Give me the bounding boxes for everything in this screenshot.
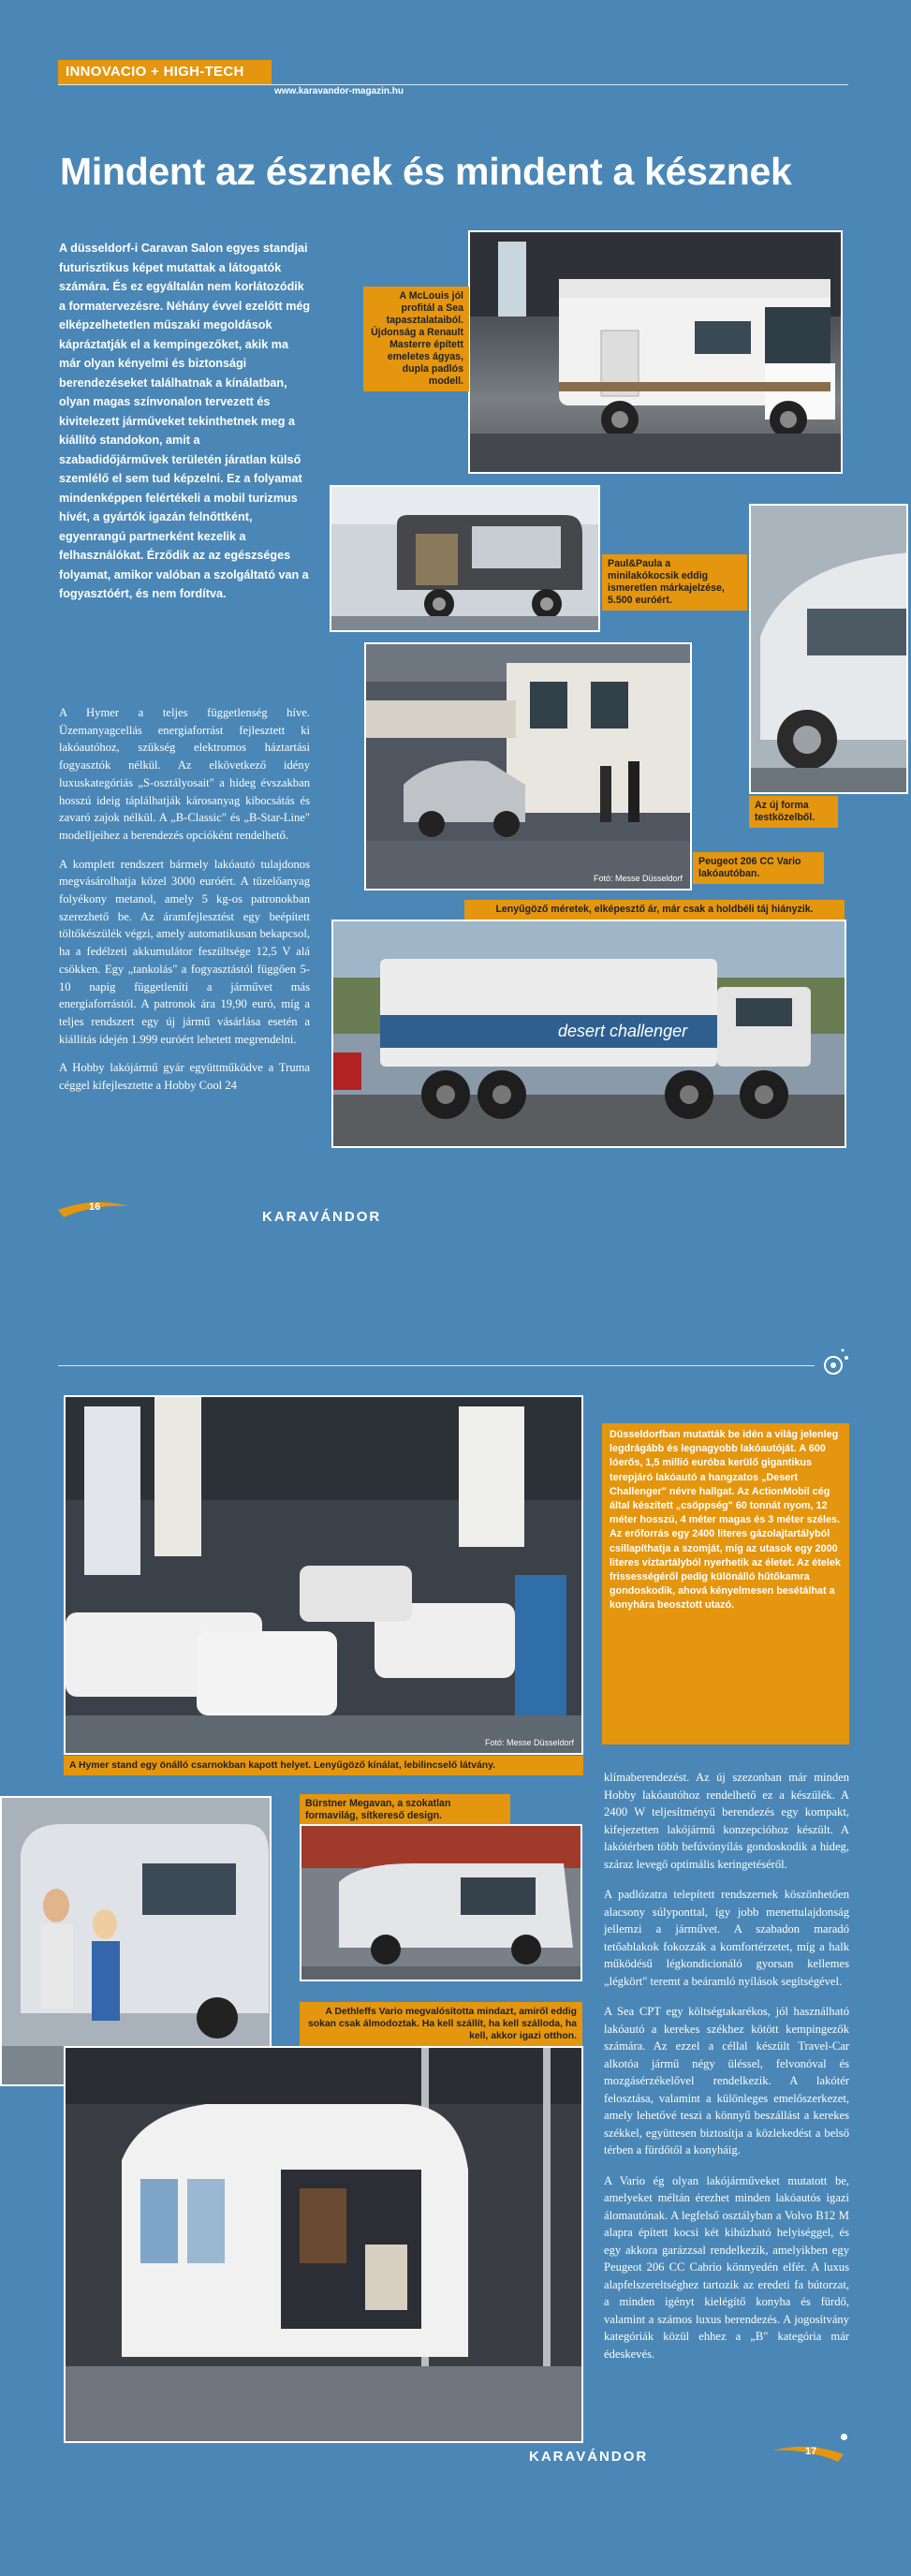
vehicle-front-illustration bbox=[751, 506, 908, 794]
mclouis-photo bbox=[468, 230, 843, 474]
mini-caravan-illustration bbox=[331, 487, 600, 632]
page-number-left: 16 bbox=[89, 1201, 101, 1213]
caravan-couple-photo bbox=[0, 1796, 272, 2086]
caption-dethleffs: A Dethleffs Vario megvalósította mindazt, amiről eddig sokan csak álmodoztak. Ha kell szállít, ha kell szálloda, ha kell, akkor igazi otthon. bbox=[300, 2002, 582, 2046]
caption-peugeot: Peugeot 206 CC Vario lakóautóban. bbox=[693, 852, 824, 884]
caption-mclouis: A McLouis jól profitál a Sea tapasztalataiból. Újdonság a Renault Masterre épített emeletes ágyas, dupla padlós modell. bbox=[363, 287, 469, 391]
divider bbox=[58, 84, 272, 85]
exhibition-hall-illustration bbox=[66, 1397, 583, 1755]
truck-brand-text: desert challenger bbox=[558, 1022, 688, 1040]
paragraph: A padlózatra telepített rendszernek köszönhetően alacsony súlyponttal, így jobb menettulajdonság jellemzi a járművet. A szabadon maradó tetőablakok fokozzák a komfortérzetet, míg a halk működésű légkondicionáló gyorsan kellemes „légkört" teremt a beáramló nyílások segítségével. bbox=[604, 1888, 849, 1988]
burstner-photo bbox=[300, 1824, 582, 1981]
dethleffs-stand-illustration bbox=[66, 2048, 583, 2443]
truck-illustration bbox=[333, 921, 846, 1148]
paulpaula-photo bbox=[330, 485, 600, 632]
paragraph: A Hymer a teljes függetlenség híve. Üzemanyagcellás energiaforrást fejlesztett ki lakóautóhoz, szükség elektromos háztartási fogyasztók nélkül. Az elkövetkező idény luxuskategóriás „S-osztályosait" a hideg évszakban hosszú ideig táplálhatják károsanyag kibocsátás és zavaró zajok nélkül. A „B-Classic" és „B-Star-Line" modelljeihez a berendezés opcióként rendelhető. bbox=[59, 706, 310, 842]
paragraph: A Vario ég olyan lakójárműveket mutatott be, amelyeket méltán érezhet minden lakóautós igazi álomautónak. A legfelső osztályban a Volvo B12 M alapra épített kocsi két kihúzható helyiséggel, és egy akkora garázzsal rendelkezik, amelyikben egy Peugeot 206 CC Cabrio könnyedén elfér. A luxus alapfelszereltséghez tartozik az eredeti fa bútorzat, a minden igényt kielégítő konyha és fürdő, valamint a számos luxus berendezés. A jogosítvány kategóriák közül ehhez a „B" kategória már édeskevés. bbox=[604, 2173, 849, 2361]
caption-dusseldorf: Düsseldorfban mutatták be idén a világ jelenleg legdrágább és legnagyobb lakóautóját. A 600 lóerős, 1,5 millió euróba kerülő gigantikus terepjáró lakóautó a hangzatos „Desert Challenger" névre hallgat. Az ActionMobil cég által készített „csöppség" 60 tonnát nyom, 12 méter hosszú, 4 méter magas és 3 méter széles. Az erőforrás egy 2400 literes gázolajtartályból csillapíthatja a szomját, míg az utasok egy 2000 literes víztartályból nyerhetik az életet. Az ételek frissességéről pedig különálló hűtőkamra gondoskodik, ahová kényelmesen besétálhat a konyhára beosztott utazó. bbox=[602, 1423, 849, 1744]
desert-challenger-photo bbox=[331, 920, 846, 1148]
magazine-url[interactable]: www.karavandor-magazin.hu bbox=[274, 86, 404, 96]
new-form-photo bbox=[749, 504, 908, 794]
peugeot-vario-photo bbox=[364, 642, 692, 891]
photo-credit: Fotó: Messe Düsseldorf bbox=[593, 874, 683, 883]
article-body-col2 bbox=[604, 1769, 849, 2376]
end-mark-icon bbox=[841, 2434, 847, 2440]
caption-burstner: Bürstner Megavan, a szokatlan formavilág, sítkereső design. bbox=[300, 1794, 510, 1826]
brand-logo: KARAVÁNDOR bbox=[262, 1209, 382, 1225]
article-body-col1 bbox=[59, 704, 310, 1106]
paragraph: A Sea CPT egy költségtakarékos, jól használható lakóautó a kerekes székhez kötött kempingezők számára. Az ezzel a céllal készült Travel-Car alkotóa jármű négy üléssel, felvonóval és mozgásérzékelővel rendelkezik. A lakótér felosztása, valamint a különleges emelőszerkezet, amely lehetővé teszi a könnyű beszállást a kerekes székkel, együttesen biztosítja a közlekedést a belső térben a fürdőtől a konyháig. bbox=[604, 2005, 849, 2156]
caption-uj-forma: Az új forma testközelből. bbox=[749, 796, 838, 828]
article-lead: A düsseldorf-i Caravan Salon egyes standjai futurisztikus képet mutattak a látogatók számára. És ez egyáltalán nem korlátozódik a formatervezésre. Néhány évvel ezelőtt még elképzelhetetlen műszaki megoldások kápráztatják el a kempingezőket, akik ma már olyan kényelmi és biztonsági berendezéseket találhatnak a kínálatban, olyan magas színvonalon tervezett és kivitelezett járműveket tekinthetnek meg a kiállító standokon, amit a szabadidőjárművek területén járatlan külső szemlélő el sem tud képzelni. Ez a folyamat mindenképpen felértékeli a mobil turizmus hívét, a gyártók igazán felnőttként, egyenrangú partnerként kezelik a felhasználókat. Érződik az az egészséges folyamat, amikor valóban a szolgáltató van a fogyasztóért, és nem fordítva. bbox=[59, 242, 311, 600]
vario-garage-illustration bbox=[366, 644, 692, 891]
hymer-stand-photo bbox=[64, 1395, 583, 1755]
couple-caravan-illustration bbox=[2, 1798, 272, 2086]
caption-lenyugozo: Lenyűgöző méretek, elképesztő ár, már csak a holdbéli táj hiányzik. bbox=[464, 900, 845, 920]
page-number-right: 17 bbox=[805, 2446, 817, 2457]
caption-hymer-stand: A Hymer stand egy önálló csarnokban kapott helyet. Lenyűgöző kínálat, lebilincselő látvány. bbox=[64, 1756, 583, 1775]
photo-credit: Fotó: Messe Düsseldorf bbox=[484, 1738, 574, 1747]
article-title: Mindent az észnek és mindent a késznek bbox=[60, 150, 792, 193]
divider bbox=[272, 84, 848, 85]
motorhome-illustration bbox=[470, 232, 843, 474]
section-tag: INNOVACIO + HIGH-TECH bbox=[58, 60, 272, 84]
brand-logo: KARAVÁNDOR bbox=[529, 2449, 649, 2465]
paragraph: A Hobby lakójármű gyár együttműködve a Truma céggel kifejlesztette a Hobby Cool 24 bbox=[59, 1061, 310, 1093]
page-corner-ornament-icon bbox=[815, 1347, 852, 1384]
caption-paulpaula: Paul&Paula a minilakókocsik eddig ismeretlen márkajelzése, 5.500 euróért. bbox=[602, 554, 747, 611]
dethleffs-photo bbox=[64, 2046, 583, 2443]
paragraph: A komplett rendszert bármely lakóautó tulajdonos megvásárolhatja közel 3000 euróért. A tüzelőanyag folyékony metanol, amely 5 kg-os patronokban szerezhető be. Az áramfejlesztést egy beépített töltőkészülék végzi, amely automatikusan bekapcsol, ha a fedélzeti akkumulátor feszültsége 12,5 V alá csökken. Egy „tankolás" a fogyasztástól függően 5-10 napig függetleníti a járművet más energiaforrástól. A patronok ára 19,90 euró, míg a teljes rendszert egy új jármű vásárlása esetén a kiállítás idején 1.999 euróért lehetett megrendelni. bbox=[59, 857, 310, 1046]
megavan-illustration bbox=[301, 1826, 582, 1981]
paragraph: klímaberendezést. Az új szezonban már minden Hobby lakóautóhoz rendelhető ez a készülék. A 2400 W teljesítményű berendezés egy kompakt, kifejezetten lakójármű konzepcióhoz készült. A lakótérben több befúvónyílás gondoskodik a hideg, száraz levegő optimális keringetéséről. bbox=[604, 1771, 849, 1871]
divider bbox=[58, 1365, 815, 1366]
